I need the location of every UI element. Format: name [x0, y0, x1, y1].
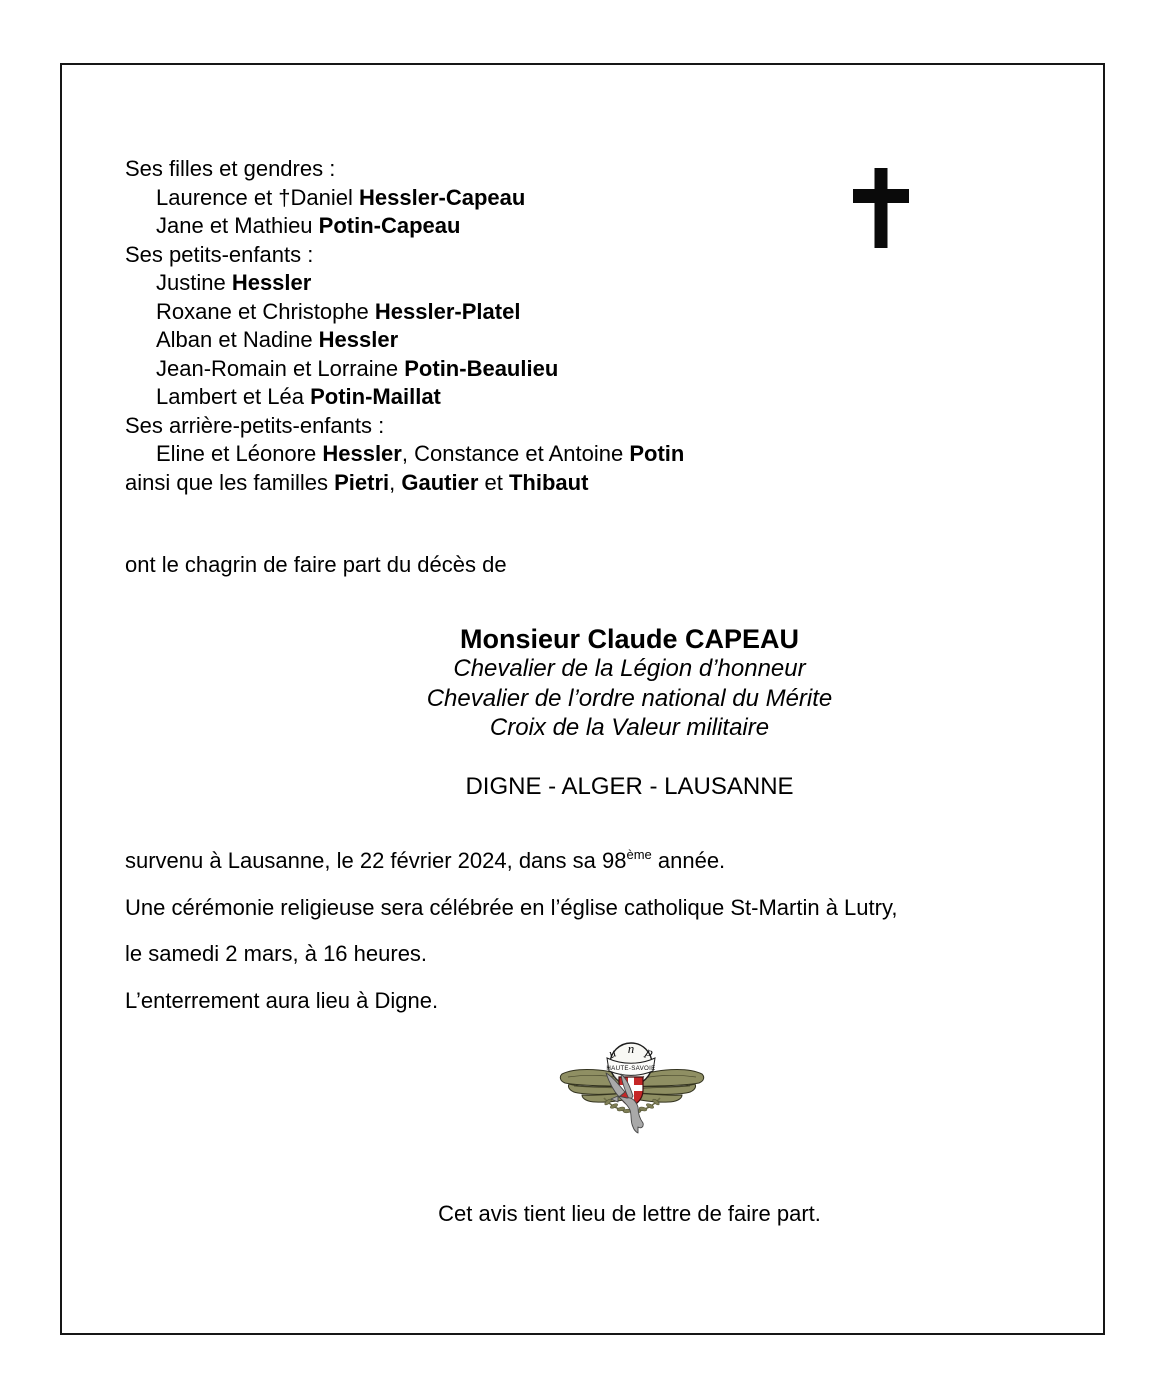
- family-name-bold: Hessler: [318, 327, 399, 352]
- deceased-name: Monsieur Claude CAPEAU: [459, 624, 800, 654]
- family-line: [125, 412, 684, 441]
- cross-vertical-bar: [875, 168, 888, 248]
- closing-line: Cet avis tient lieu de lettre de faire part.: [438, 1201, 821, 1226]
- family-name-text: Laurence et †Daniel: [156, 184, 360, 210]
- unp-letter-p: p: [643, 1043, 656, 1061]
- family-line: [125, 469, 684, 498]
- family-name-bold: Hessler: [231, 270, 312, 295]
- family-line: [125, 326, 684, 355]
- banner-text: HAUTE-SAVOIE: [606, 1065, 656, 1072]
- family-name-text: et: [478, 469, 509, 495]
- family-name-bold: Potin-Beaulieu: [404, 355, 559, 381]
- unp-letter-n: n: [627, 1042, 635, 1056]
- burial-line: L’enterrement aura lieu à Digne.: [125, 987, 439, 1013]
- family-line: [125, 212, 684, 241]
- family-name-bold: Pietri: [334, 469, 390, 495]
- cities-line: DIGNE - ALGER - LAUSANNE: [465, 773, 794, 800]
- family-line: [125, 269, 684, 298]
- family-name-text: Ses petits-enfants :: [125, 241, 314, 267]
- honor-line-2: Chevalier de l’ordre national du Mérite: [426, 684, 833, 712]
- family-line: [125, 298, 684, 327]
- family-line: [125, 155, 684, 184]
- ceremony-time-line: le samedi 2 mars, à 16 heures.: [125, 941, 428, 966]
- family-name-bold: Thibaut: [508, 469, 589, 495]
- family-name-text: Ses filles et gendres :: [125, 156, 336, 181]
- unp-letter-u: u: [606, 1044, 619, 1062]
- ordinal-superscript: ème: [626, 846, 652, 862]
- family-line: [125, 355, 684, 384]
- honor-line-1: Chevalier de la Légion d’honneur: [453, 655, 806, 683]
- death-date-line: [125, 838, 897, 885]
- family-name-text: Lambert et Léa: [156, 384, 311, 409]
- family-name-text: Ses arrière-petits-enfants :: [125, 412, 385, 438]
- family-name-text: Roxane et Christophe: [156, 298, 375, 324]
- deceased-block: [158, 625, 1101, 742]
- family-name-bold: Potin-Capeau: [318, 213, 461, 238]
- family-line: [125, 241, 684, 270]
- family-name-bold: Potin-Maillat: [310, 384, 441, 409]
- family-name-bold: Hessler: [322, 441, 402, 466]
- family-list: [125, 155, 684, 497]
- memorial-card: [60, 63, 1105, 1335]
- death-date-tail: année.: [651, 848, 726, 873]
- family-name-text: , Constance et Antoine: [401, 441, 630, 466]
- unp-haute-savoie-logo: [556, 1042, 708, 1137]
- ceremony-line: Une cérémonie religieuse sera célébrée en l’église catholique St-Martin à Lutry,: [125, 894, 898, 920]
- funeral-details: [125, 838, 897, 1024]
- bird-body: [618, 1096, 643, 1133]
- family-name-text: Eline et Léonore: [156, 441, 323, 466]
- cross-horizontal-bar: [853, 189, 909, 203]
- family-line: [125, 184, 684, 213]
- family-name-bold: Hessler-Capeau: [359, 184, 526, 210]
- family-line: [125, 383, 684, 412]
- honor-line-3: Croix de la Valeur militaire: [489, 713, 770, 741]
- family-name-bold: Hessler-Platel: [374, 298, 521, 324]
- family-name-text: Jane et Mathieu: [156, 213, 319, 238]
- memorial-cross-icon: [853, 168, 909, 248]
- family-name-text: ,: [389, 469, 402, 495]
- family-name-bold: Gautier: [401, 469, 479, 495]
- family-name-text: Justine: [156, 270, 232, 295]
- announcement-line: ont le chagrin de faire part du décès de: [125, 552, 507, 577]
- family-name-text: Jean-Romain et Lorraine: [156, 355, 405, 381]
- family-line: [125, 440, 684, 469]
- family-name-bold: Potin: [629, 441, 685, 466]
- death-date-text: survenu à Lausanne, le 22 février 2024, dans sa 98: [125, 848, 627, 873]
- family-name-text: ainsi que les familles: [125, 469, 335, 495]
- family-name-text: Alban et Nadine: [156, 327, 319, 352]
